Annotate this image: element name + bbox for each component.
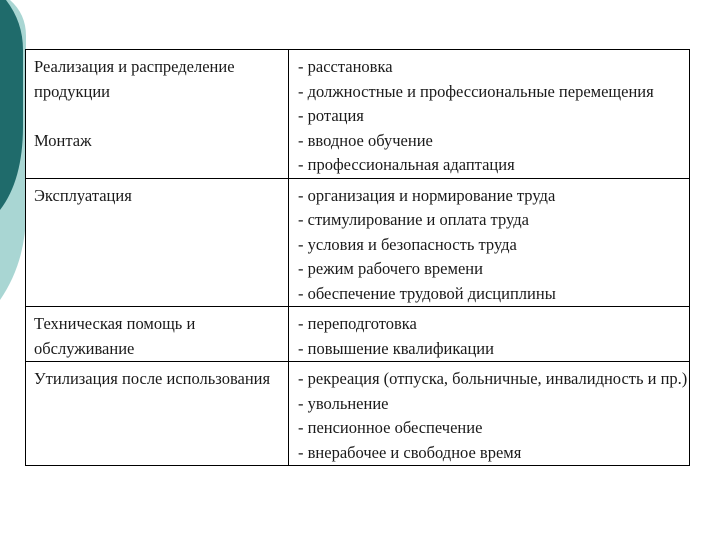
function-item: - переподготовка — [298, 314, 417, 333]
stage-line: продукции — [34, 81, 111, 101]
function-item: - рекреация (отпуска, больничные, инвалидность и пр.) — [298, 369, 688, 388]
function-item: - вводное обучение — [298, 130, 433, 150]
stage-line: Техническая помощь и — [34, 314, 196, 333]
stage-line: Монтаж — [34, 130, 92, 150]
hr-functions-cell — [289, 362, 690, 466]
function-item: - организация и нормирование труда — [298, 185, 556, 205]
stage-cell — [26, 362, 289, 466]
function-item: - условия и безопасность труда — [298, 234, 517, 254]
function-item: - профессиональная адаптация — [298, 155, 515, 174]
table-row — [26, 362, 690, 466]
lifecycle-table — [25, 49, 690, 466]
stage-cell — [26, 50, 289, 179]
stage-cell — [26, 178, 289, 307]
function-item: - режим рабочего времени — [298, 259, 483, 278]
hr-functions-cell — [289, 178, 690, 307]
function-item: - должностные и профессиональные перемещения — [298, 81, 654, 101]
stage-line: Утилизация после использования — [34, 369, 271, 388]
hr-functions-cell — [289, 307, 690, 362]
function-item: - ротация — [298, 106, 364, 125]
table-row — [26, 50, 690, 179]
table-row — [26, 178, 690, 307]
blank-line — [34, 104, 284, 129]
stage-cell — [26, 307, 289, 362]
stage-line: Эксплуатация — [34, 185, 132, 205]
function-item: - внерабочее и свободное время — [298, 442, 522, 462]
function-item: - стимулирование и оплата труда — [298, 210, 529, 229]
stage-line: Реализация и распределение — [34, 57, 235, 76]
function-item: - пенсионное обеспечение — [298, 418, 483, 437]
stage-line: обслуживание — [34, 338, 135, 358]
hr-functions-cell — [289, 50, 690, 179]
function-item: - увольнение — [298, 393, 389, 413]
function-item: - обеспечение трудовой дисциплины — [298, 283, 556, 303]
table-row — [26, 307, 690, 362]
function-item: - расстановка — [298, 57, 393, 76]
function-item: - повышение квалификации — [298, 338, 494, 358]
